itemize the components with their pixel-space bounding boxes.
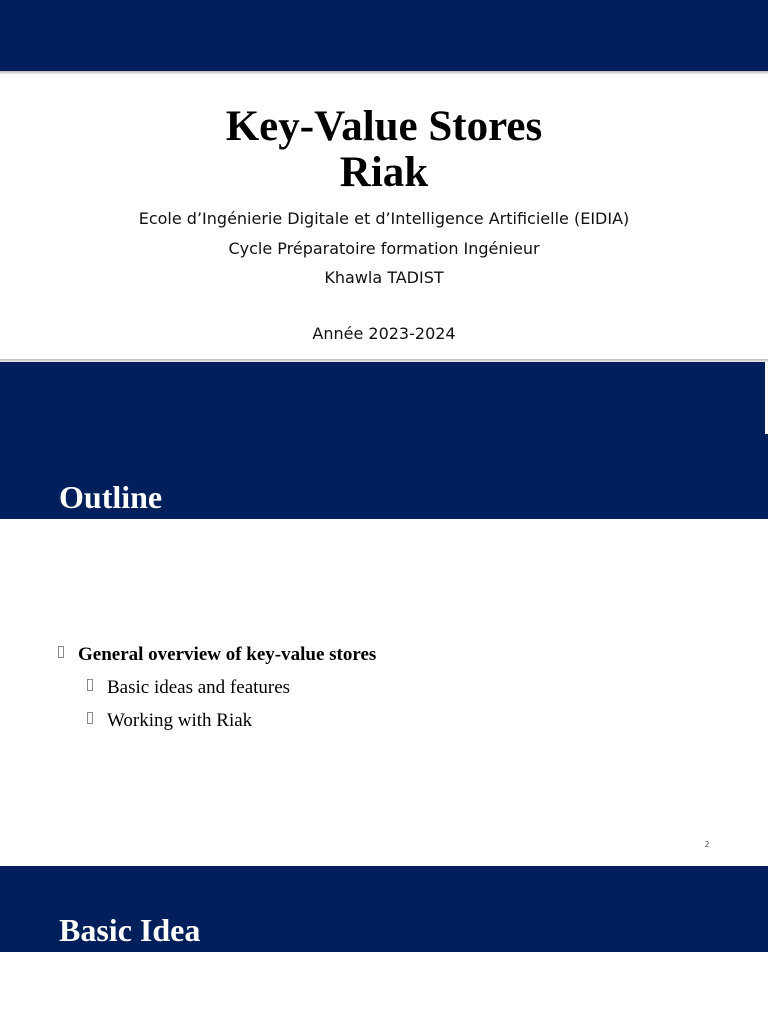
bullet-item-2 (87, 676, 290, 700)
author-name: Khawla TADIST (324, 268, 444, 287)
page-number: 2 (704, 840, 710, 849)
bullet-text: Basic ideas and features (107, 677, 291, 698)
slide1-title-line2: Riak (339, 149, 429, 196)
bullet-text: Working with Riak (107, 710, 253, 731)
slide2-heading: Outline (59, 479, 163, 515)
program-name: Cycle Préparatoire formation Ingénieur (228, 238, 540, 258)
bullet-icon (87, 712, 93, 724)
slide1-title-line1: Key-Value Stores (225, 103, 543, 150)
slide1-subtitle (0, 204, 768, 293)
bullet-item-1 (58, 643, 376, 667)
slide3-heading: Basic Idea (59, 912, 201, 948)
bullet-item-3 (87, 709, 252, 733)
school-name: Ecole d’Ingénierie Digitale et d’Intelligence Artificielle (EIDIA) (138, 209, 630, 228)
academic-year: Année 2023-2024 (312, 324, 456, 343)
bullet-icon (58, 646, 64, 658)
bullet-icon (87, 679, 93, 691)
bullet-text: General overview of key-value stores (78, 644, 377, 665)
slide1-title (0, 104, 768, 196)
slide1-header-band (0, 0, 768, 71)
slide1-band-shadow (0, 71, 768, 74)
